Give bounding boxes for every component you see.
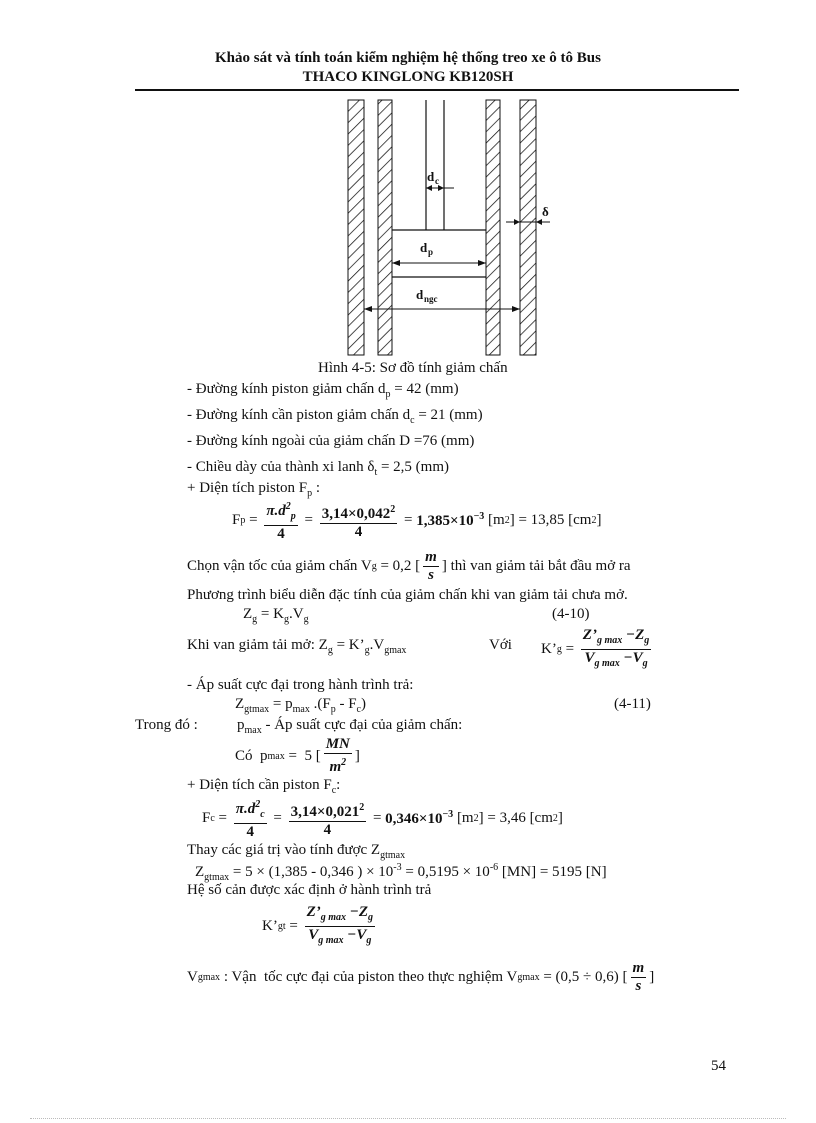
pressure-heading: - Áp suất cực đại trong hành trình trả: — [187, 677, 414, 693]
fp-heading: + Diện tích piston $F_p$ : — [187, 480, 321, 499]
header-rule — [135, 89, 739, 91]
svg-text:ngc: ngc — [424, 294, 438, 304]
eq-tag-4-10: (4-10) — [552, 606, 590, 622]
zgtmax-equation: $Z_{gtmax} = p_{max}$ $.(F_p - F_c)$ — [235, 696, 366, 715]
eq-tag-4-11: (4-11) — [614, 696, 651, 712]
coefficient-line: Hệ số cản được xác định ở hành trình trả — [187, 882, 432, 898]
header-title: Khảo sát và tính toán kiểm nghiệm hệ thống treo xe ô tô Bus — [214, 50, 601, 66]
outer-wall-right — [520, 100, 536, 355]
fc-heading: + Diện tích cần piston $F_c$: — [187, 777, 341, 796]
kgt-formula: K’ gt = $\frac{Z’_{g max} -Z_g}{V_{g max} -V_g}$ — [262, 904, 374, 946]
inner-wall-right — [486, 100, 500, 355]
substitute-line: Thay các giá trị vào tính được $Z_{gtmax}$ — [187, 842, 406, 861]
figure-caption: Hình 4-5: Sơ đồ tính giảm chấn — [318, 360, 508, 376]
shock-absorber-diagram — [330, 95, 560, 360]
pmax-value: Có p max = 5 [ $\frac{MN}{m^2}$ ] — [235, 736, 360, 775]
kg-formula: K’ g = $\frac{Z’_{g max} -Z_g}{V_{g max} -V_g}$ — [541, 627, 650, 669]
fc-formula: F c = $\frac{\pi.d^2_c}{4}$ = $\frac{3,14\times 0,021^2}{4}$ = $0,346\times 10^{-3}$ [m 2 ] = 3,46 [cm 2 ] — [202, 796, 563, 841]
page-number: 54 — [711, 1058, 726, 1074]
param-outer-diameter: - Đường kính ngoài của giảm chấn D =76 (mm) — [187, 433, 475, 449]
valve-open-line: Khi van giảm tải mở: $Z_g$ = $K’_g.V_{gmax}$ — [187, 637, 407, 656]
vgmax-line: V gmax : Vận tốc cực đại của piston theo thực nghiệm V gmax = (0,5 ÷ 0,6) [ $\frac{m}{s}$ ] — [187, 960, 655, 994]
fp-formula: F p = $\frac{\pi.d^2_p}{4}$ = $\frac{3,14\times 0,042^2}{4}$ = $1,385\times 10^{-3}$ [m 2 ] = 13,85 [cm 2 ] — [232, 498, 601, 543]
vg-choice: Chọn vận tốc của giảm chấn V g = 0,2 [ $\frac{m}{s}$ ] thì van giảm tải bắt đầu mở ra — [187, 549, 631, 583]
param-piston-diameter: - Đường kính piston giảm chấn $d_p = 42$ (mm) — [187, 381, 459, 400]
svg-text:c: c — [435, 176, 439, 186]
inner-wall-left — [378, 100, 392, 355]
dp-label: d — [420, 240, 428, 255]
dngc-label: d — [416, 287, 424, 302]
svg-text:p: p — [428, 247, 434, 257]
outer-wall-left — [348, 100, 364, 355]
with-label: Với — [489, 637, 512, 653]
dc-label: d — [427, 169, 435, 184]
zg-equation: $Z_g = K_g.V_g$ — [243, 606, 309, 625]
header-subtitle: THACO KINGLONG KB120SH — [302, 69, 514, 85]
param-wall-thickness: - Chiều dày của thành xi lanh $\delta_t = 2,5$ (mm) — [187, 459, 450, 478]
param-rod-diameter: - Đường kính cần piston giảm chấn $d_c = 21$ (mm) — [187, 407, 483, 426]
footer-dotted-rule — [30, 1118, 786, 1119]
characteristic-line: Phương trình biểu diễn đặc tính của giảm chấn khi van giảm tải chưa mở. — [187, 587, 628, 603]
delta-label: δ — [542, 204, 549, 219]
where-label: Trong đó : — [135, 717, 198, 733]
zgtmax-result: $Z_{gtmax} = 5 \times (1,385 - 0,346$ ) × $10^{-3} = 0,5195 \times 10^{-6}$ [MN] = 5195 [N] — [195, 862, 607, 883]
pmax-desc: $p_{max}$ - Áp suất cực đại của giảm chấn: — [237, 717, 463, 736]
